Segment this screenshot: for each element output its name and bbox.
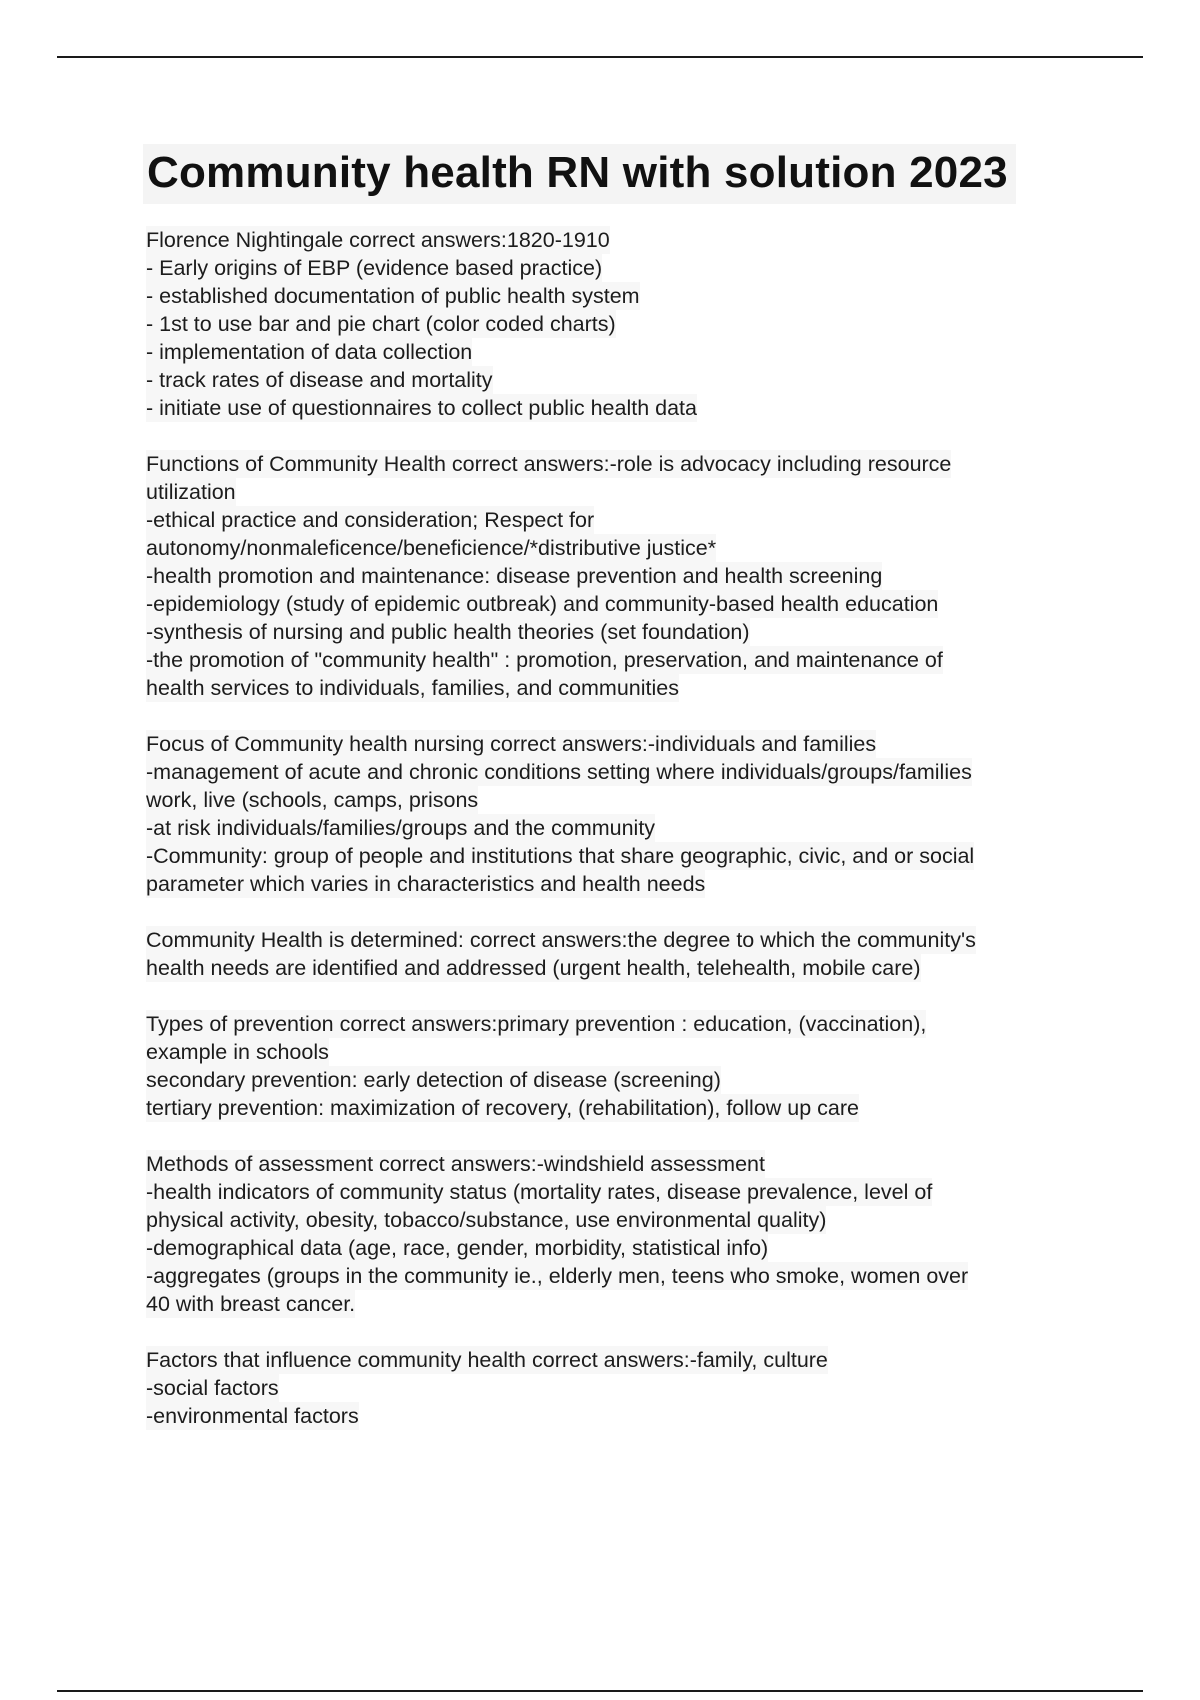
section-answer-line: - implementation of data collection: [146, 340, 473, 364]
section-answer-line: -aggregates (groups in the community ie., elderly men, teens who smoke, women over: [146, 1264, 969, 1288]
section-answer-line: -at risk individuals/families/groups and the community: [146, 816, 656, 840]
section-answer-line: - Early origins of EBP (evidence based practice): [146, 256, 603, 280]
document-body: [146, 144, 1096, 1458]
section-answer-line: -synthesis of nursing and public health theories (set foundation): [146, 620, 750, 644]
section-question-line: Factors that influence community health correct answers:-family, culture: [146, 1348, 828, 1372]
qa-section: [146, 1150, 1096, 1318]
section-answer-line: -Community: group of people and institutions that share geographic, civic, and or social: [146, 844, 975, 868]
section-answer-line: tertiary prevention: maximization of recovery, (rehabilitation), follow up care: [146, 1096, 859, 1120]
section-question-line: Methods of assessment correct answers:-windshield assessment: [146, 1152, 765, 1176]
section-answer-line: -health promotion and maintenance: disease prevention and health screening: [146, 564, 883, 588]
section-answer-line: - established documentation of public health system: [146, 284, 640, 308]
section-question-line: Florence Nightingale correct answers:1820-1910: [146, 228, 610, 252]
section-answer-line: example in schools: [146, 1040, 329, 1064]
section-answer-line: health services to individuals, families, and communities: [146, 676, 679, 700]
section-answer-line: - initiate use of questionnaires to collect public health data: [146, 396, 697, 420]
section-answer-line: -demographical data (age, race, gender, morbidity, statistical info): [146, 1236, 769, 1260]
section-answer-line: -social factors: [146, 1376, 279, 1400]
section-answer-line: physical activity, obesity, tobacco/substance, use environmental quality): [146, 1208, 827, 1232]
section-answer-line: -environmental factors: [146, 1404, 359, 1428]
bottom-rule: [57, 1690, 1143, 1692]
section-question-line: Types of prevention correct answers:primary prevention : education, (vaccination),: [146, 1012, 927, 1036]
qa-section: [146, 1346, 1096, 1430]
section-answer-line: -ethical practice and consideration; Respect for: [146, 508, 595, 532]
section-answer-line: health needs are identified and addressed (urgent health, telehealth, mobile care): [146, 956, 921, 980]
section-answer-line: - track rates of disease and mortality: [146, 368, 493, 392]
qa-section: [146, 226, 1096, 422]
qa-section: [146, 1010, 1096, 1122]
qa-section: [146, 730, 1096, 898]
section-answer-line: 40 with breast cancer.: [146, 1292, 356, 1316]
section-answer-line: -the promotion of "community health" : promotion, preservation, and maintenance of: [146, 648, 943, 672]
section-answer-line: secondary prevention: early detection of disease (screening): [146, 1068, 721, 1092]
page-title: Community health RN with solution 2023: [143, 144, 1016, 204]
section-answer-line: utilization: [146, 480, 236, 504]
qa-section: [146, 450, 1096, 702]
section-answer-line: - 1st to use bar and pie chart (color coded charts): [146, 312, 616, 336]
qa-section: [146, 926, 1096, 982]
section-answer-line: parameter which varies in characteristics and health needs: [146, 872, 706, 896]
section-answer-line: -health indicators of community status (mortality rates, disease prevalence, level of: [146, 1180, 933, 1204]
section-question-line: Functions of Community Health correct answers:-role is advocacy including resource: [146, 452, 952, 476]
section-question-line: Community Health is determined: correct answers:the degree to which the community's: [146, 928, 976, 952]
qa-sections: [146, 226, 1096, 1430]
section-answer-line: work, live (schools, camps, prisons: [146, 788, 479, 812]
top-rule: [57, 56, 1143, 58]
section-answer-line: autonomy/nonmaleficence/beneficience/*distributive justice*: [146, 536, 717, 560]
section-answer-line: -epidemiology (study of epidemic outbreak) and community-based health education: [146, 592, 939, 616]
section-answer-line: -management of acute and chronic conditions setting where individuals/groups/families: [146, 760, 972, 784]
section-question-line: Focus of Community health nursing correct answers:-individuals and families: [146, 732, 877, 756]
